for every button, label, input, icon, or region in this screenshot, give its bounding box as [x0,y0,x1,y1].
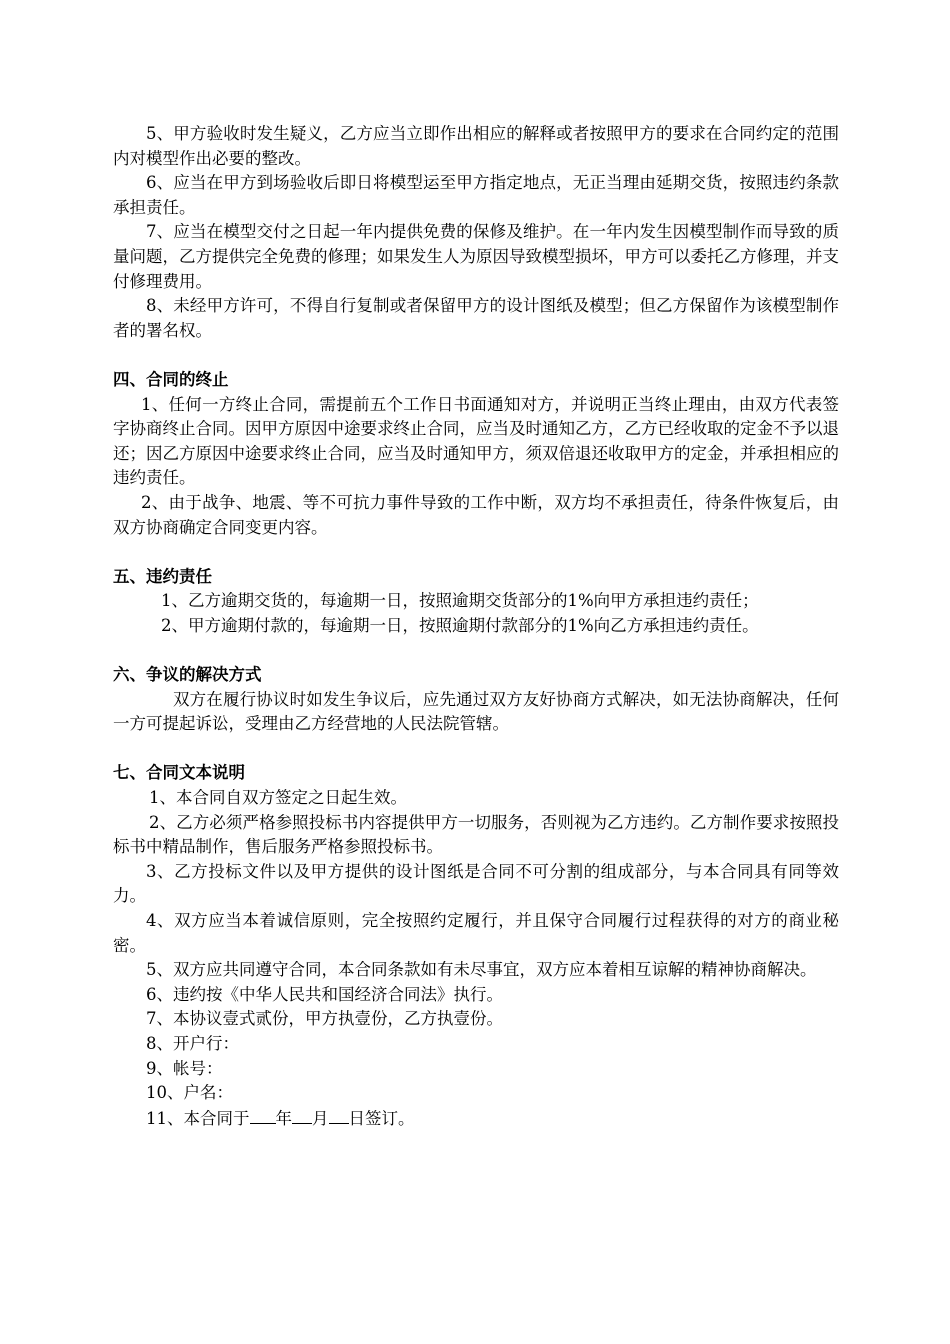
sign-year-label: 年 [275,1108,292,1128]
clause-4-2: 2、由于战争、地震、等不可抗力事件导致的工作中断，双方均不承担责任，待条件恢复后，由双方协商确定合同变更内容。 [113,492,839,537]
month-blank[interactable] [292,1106,312,1124]
year-blank[interactable] [250,1106,276,1124]
clause-7-5: 5、双方应共同遵守合同，本合同条款如有未尽事宜，双方应本着相互谅解的精神协商解决。 [146,960,817,980]
clause-3-6: 6、应当在甲方到场验收后即日将模型运至甲方指定地点，无正当理由延期交货，按照违约条款承担责任。 [113,173,839,217]
sign-prefix: 11、本合同于 [146,1108,250,1128]
contract-page [113,122,839,1131]
day-blank[interactable] [329,1106,349,1124]
sign-month-label: 月 [312,1108,329,1128]
clause-7-7: 7、本协议壹式贰份，甲方执壹份，乙方执壹份。 [146,1009,503,1029]
clause-3-8: 8、未经甲方许可，不得自行复制或者保留甲方的设计图纸及模型；但乙方保留作为该模型制作者的署名权。 [113,296,839,340]
clause-7-2: 2、乙方必须严格参照投标书内容提供甲方一切服务，否则视为乙方违约。乙方制作要求按照投标书中精品制作，售后服务严格参照投标书。 [113,812,839,857]
clause-7-6: 6、违约按《中华人民共和国经济合同法》执行。 [146,984,503,1004]
clause-7-3: 3、乙方投标文件以及甲方提供的设计图纸是合同不可分割的组成部分，与本合同具有同等效力。 [113,861,839,906]
section-5-heading: 五、违约责任 [113,566,212,586]
section-7-heading: 七、合同文本说明 [113,763,245,783]
clause-7-1: 1、本合同自双方签定之日起生效。 [149,788,407,808]
section-4-heading: 四、合同的终止 [113,369,229,389]
clause-7-9: 9、帐号： [146,1058,223,1078]
clause-4-1: 1、任何一方终止合同，需提前五个工作日书面通知对方，并说明正当终止理由，由双方代表签字协商终止合同。因甲方原因中途要求终止合同，应当及时通知乙方，乙方已经收取的定金不予以退还；因乙方原因中途要求终止合同，应当及时通知甲方，须双倍退还收取甲方的定金，并承担相应的违约责任。 [113,394,839,488]
clause-5-2: 2、甲方逾期付款的，每逾期一日，按照逾期付款部分的1%向乙方承担违约责任。 [161,615,759,635]
clause-3-5: 5、甲方验收时发生疑义，乙方应当立即作出相应的解释或者按照甲方的要求在合同约定的范围内对模型作出必要的整改。 [113,124,839,168]
clause-7-11 [113,1106,839,1132]
clause-7-4: 4、双方应当本着诚信原则，完全按照约定履行，并且保守合同履行过程获得的对方的商业秘密。 [113,911,839,955]
clause-7-8: 8、开户行： [146,1033,239,1053]
section-6-heading: 六、争议的解决方式 [113,665,262,685]
sign-day-label: 日签订。 [348,1108,415,1128]
clause-6-text: 双方在履行协议时如发生争议后，应先通过双方友好协商方式解决，如无法协商解决，任何一方可提起诉讼，受理由乙方经营地的人民法院管辖。 [113,689,839,734]
clause-3-7: 7、应当在模型交付之日起一年内提供免费的保修及维护。在一年内发生因模型制作而导致的质量问题，乙方提供完全免费的修理；如果发生人为原因导致模型损坏，甲方可以委托乙方修理，并支付修理费用。 [113,222,839,291]
clause-7-10: 10、户名： [146,1083,233,1103]
clause-5-1: 1、乙方逾期交货的，每逾期一日，按照逾期交货部分的1%向甲方承担违约责任； [161,591,759,611]
